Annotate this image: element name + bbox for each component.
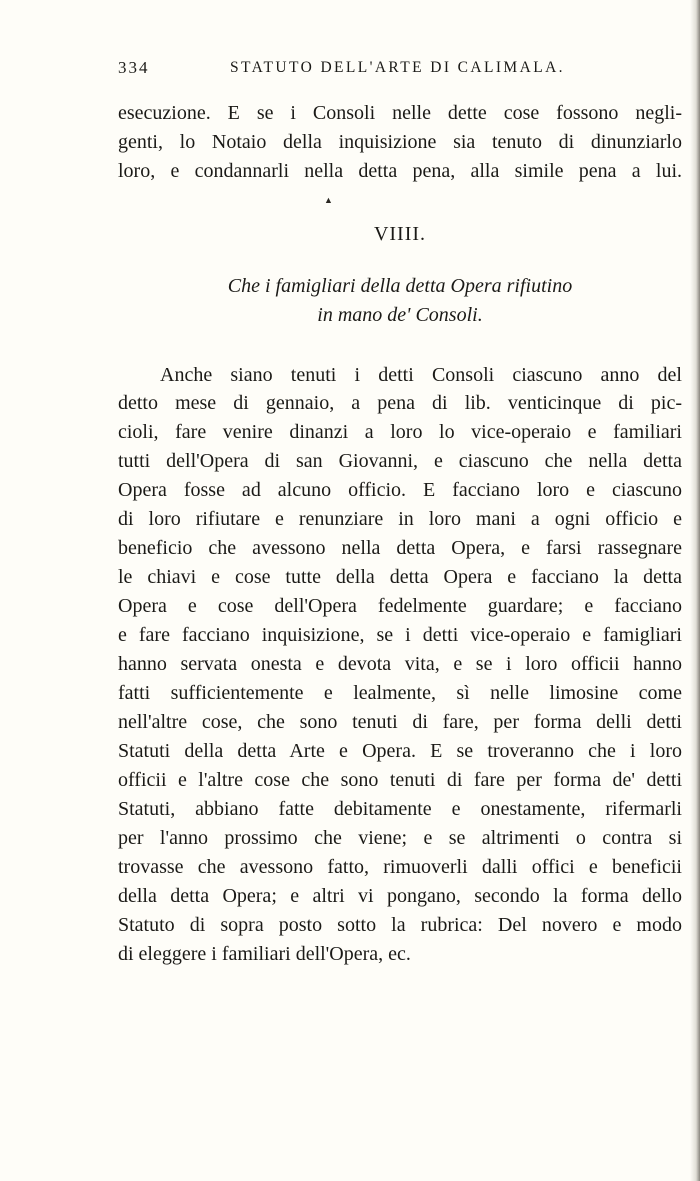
text-line: Statuti della detta Arte e Opera. E se troveranno che i loro	[118, 740, 682, 762]
text-line: trovasse che avessono fatto, rimuoverli dalli offici e beneficii	[118, 856, 682, 878]
text-line: di loro rifiutare e renunziare in loro mani a ogni officio e	[118, 508, 682, 530]
text-line: cioli, fare venire dinanzi a loro lo vice-operaio e familiari	[118, 421, 682, 443]
text-line: esecuzione. E se i Consoli nelle dette cose fossono negli-	[118, 102, 682, 124]
text-line: loro, e condannarli nella detta pena, alla simile pena a lui.	[118, 160, 682, 182]
text-line: nell'altre cose, che sono tenuti di fare, per forma delli detti	[118, 711, 682, 733]
text-line: Anche siano tenuti i detti Consoli ciascuno anno del	[160, 364, 682, 386]
text-line: fatti sufficientemente e lealmente, sì nelle limosine come	[118, 682, 682, 704]
text-line: Statuto di sopra posto sotto la rubrica: Del novero e modo	[118, 914, 682, 936]
page-number: 334	[118, 58, 150, 77]
text-line: detto mese di gennaio, a pena di lib. venticinque di pic-	[118, 392, 682, 414]
section-rubric-line-2: in mano de' Consoli.	[317, 304, 483, 326]
section-number: VIIII.	[373, 223, 427, 245]
text-line: di eleggere i familiari dell'Opera, ec.	[118, 943, 411, 965]
text-line: per l'anno prossimo che viene; e se altrimenti o contra si	[118, 827, 682, 849]
text-line: Opera fosse ad alcuno officio. E facciano loro e ciascuno	[118, 479, 682, 501]
text-line: beneficio che avessono nella detta Opera, e farsi rassegnare	[118, 537, 682, 559]
running-head	[118, 58, 688, 84]
section-rubric-line-1: Che i famigliari della detta Opera rifiutino	[227, 275, 573, 297]
page-edge-shadow	[690, 0, 700, 1181]
printer-mark: ▲	[324, 195, 333, 205]
text-line: della detta Opera; e altri vi pongano, secondo la forma dello	[118, 885, 682, 907]
text-line: genti, lo Notaio della inquisizione sia tenuto di dinunziarlo	[118, 131, 682, 153]
text-line: hanno servata onesta e devota vita, e se i loro officii hanno	[118, 653, 682, 675]
text-line: Statuti, abbiano fatte debitamente e onestamente, rifermarli	[118, 798, 682, 820]
running-title: STATUTO DELL'ARTE DI CALIMALA.	[230, 59, 565, 76]
text-line: Opera e cose dell'Opera fedelmente guardare; e facciano	[118, 595, 682, 617]
text-line: tutti dell'Opera di san Giovanni, e ciascuno che nella detta	[118, 450, 682, 472]
text-line: e fare facciano inquisizione, se i detti vice-operaio e famigliari	[118, 624, 682, 646]
text-line: officii e l'altre cose che sono tenuti di fare per forma de' detti	[118, 769, 682, 791]
text-line: le chiavi e cose tutte della detta Opera e facciano la detta	[118, 566, 682, 588]
